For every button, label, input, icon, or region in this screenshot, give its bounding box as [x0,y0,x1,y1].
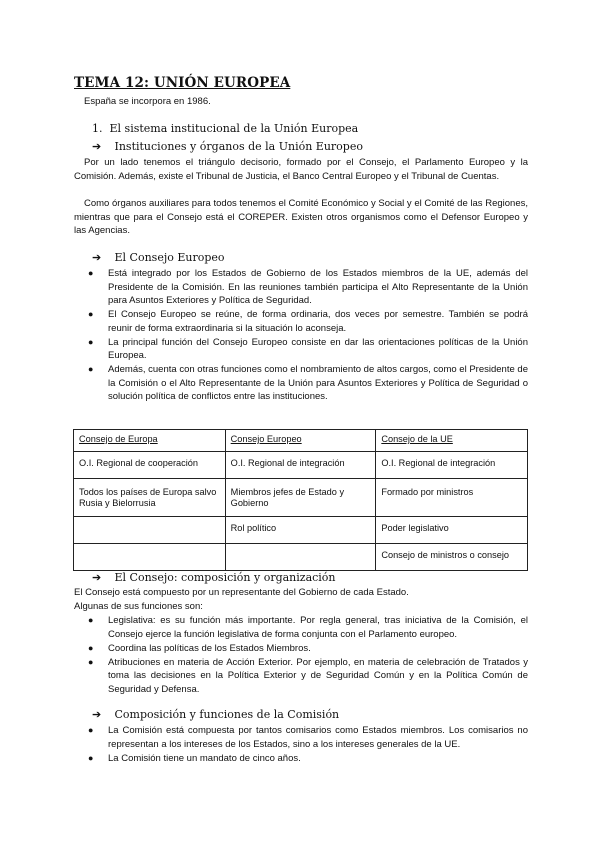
bullet-list-consejo [86,614,528,697]
document-title: TEMA 12: UNIÓN EUROPEA [74,75,291,91]
bullet-icon: ● [88,268,94,278]
section-title: El sistema institucional de la Unión Europea [109,122,359,135]
table-cell: Todos los países de Europa salvo Rusia y Bielorrusia [74,478,226,516]
table-cell: O.I. Regional de integración [225,451,376,478]
table-row [74,478,528,516]
table-cell [74,516,226,543]
arrow-right-icon: ➔ [92,571,102,584]
table-header-cell: Consejo Europeo [225,430,376,452]
list-item: ● La Comisión está compuesta por tantos comisarios como Estados miembros. Los comisarios no representan a los intereses de los Estados, sino a los intereses generales de la UE. [88,725,528,750]
table-cell: Formado por ministros [376,478,528,516]
bullet-icon: ● [88,309,94,319]
subsection-title: Instituciones y órganos de la Unión Europeo [114,140,363,153]
bullet-icon: ● [88,725,94,735]
arrow-right-icon: ➔ [92,251,102,264]
paragraph-organos-auxiliares: Como órganos auxiliares para todos tenemos el Comité Económico y Social y el Comité de las Regiones, mientras que para el Consejo está el COREPER. Existen otros organismos como el Defensor Europeo y las Agencias. [74,198,528,236]
table-row [74,451,528,478]
list-item: ● La Comisión tiene un mandato de cinco años. [88,752,301,764]
paragraph-triangulo: Por un lado tenemos el triángulo decisorio, formado por el Consejo, el Parlamento Europeo y la Comisión. Además, existe el Tribunal de Justicia, el Banco Central Europeo y el Tribunal de Cuentas. [74,157,528,182]
table-row [74,516,528,543]
bullet-list-comision [86,724,528,766]
subsection-title: El Consejo Europeo [114,251,225,264]
bullet-icon: ● [88,752,94,763]
document-subtitle: España se incorpora en 1986. [84,96,211,107]
table-cell: Consejo de ministros o consejo [376,543,528,570]
list-item: ● Atribuciones en materia de Acción Exterior. Por ejemplo, en materia de celebración de Tratados y toma las decisiones en la Política Exterior y de Seguridad Común y en la Política Común de Seguridad y Defensa. [88,656,528,695]
table-cell: Rol político [225,516,376,543]
subsection-heading-consejo-europeo [92,251,225,264]
table-cell [225,543,376,570]
bullet-icon: ● [88,364,94,374]
table-header-row [74,430,528,452]
table-header-cell: Consejo de Europa [74,430,226,452]
bullet-icon: ● [88,615,94,625]
list-item: ● Coordina las políticas de los Estados Miembros. [88,642,311,654]
comparison-table [73,429,528,571]
table-cell: O.I. Regional de cooperación [74,451,226,478]
table-cell: O.I. Regional de integración [376,451,528,478]
bullet-icon: ● [88,642,94,653]
table-cell: Poder legislativo [376,516,528,543]
section-heading [92,122,358,135]
subsection-heading-comision [92,708,339,721]
table-header-cell: Consejo de la UE [376,430,528,452]
list-item: ● Legislativa: es su función más importante. Por regla general, tras iniciativa de la Comisión, el Consejo ejerce la función legislativa de forma conjunta con el Parlamento europeo. [88,615,528,640]
list-item: ● La principal función del Consejo Europeo consiste en dar las orientaciones políticas de la Unión Europea. [88,336,528,361]
table-cell [74,543,226,570]
list-item: ● Además, cuenta con otras funciones como el nombramiento de altos cargos, como el Presidente de la Comisión o el Alto Representante de la Unión para Asuntos Exteriores y Política de Seguridad o solución política de conflictos entre las instituciones. [88,364,528,402]
section-number: 1. [92,122,103,135]
table-row [74,543,528,570]
list-item: ● Está integrado por los Estados de Gobierno de los Estados miembros de la UE, además del Presidente de la Comisión. En las reuniones también participa el Alto Representante de la Unión para Asuntos Exteriores y Política de Seguridad. [88,268,528,306]
bullet-icon: ● [88,336,94,347]
consejo-composition-text: El Consejo está compuesto por un representante del Gobierno de cada Estado. [74,587,409,598]
arrow-right-icon: ➔ [92,708,102,721]
bullet-list-consejo-europeo [86,267,528,404]
subsection-heading-instituciones [92,140,363,153]
bullet-icon: ● [88,656,94,667]
table-cell: Miembros jefes de Estado y Gobierno [225,478,376,516]
list-item: ● El Consejo Europeo se reúne, de forma ordinaria, dos veces por semestre. También se podrá reunir de forma extraordinaria si la situación lo aconseja. [88,309,528,334]
subsection-heading-consejo [92,571,336,584]
consejo-functions-intro: Algunas de sus funciones son: [74,601,203,612]
subsection-title: Composición y funciones de la Comisión [114,708,340,721]
subsection-title: El Consejo: composición y organización [114,571,336,584]
arrow-right-icon: ➔ [92,140,102,153]
